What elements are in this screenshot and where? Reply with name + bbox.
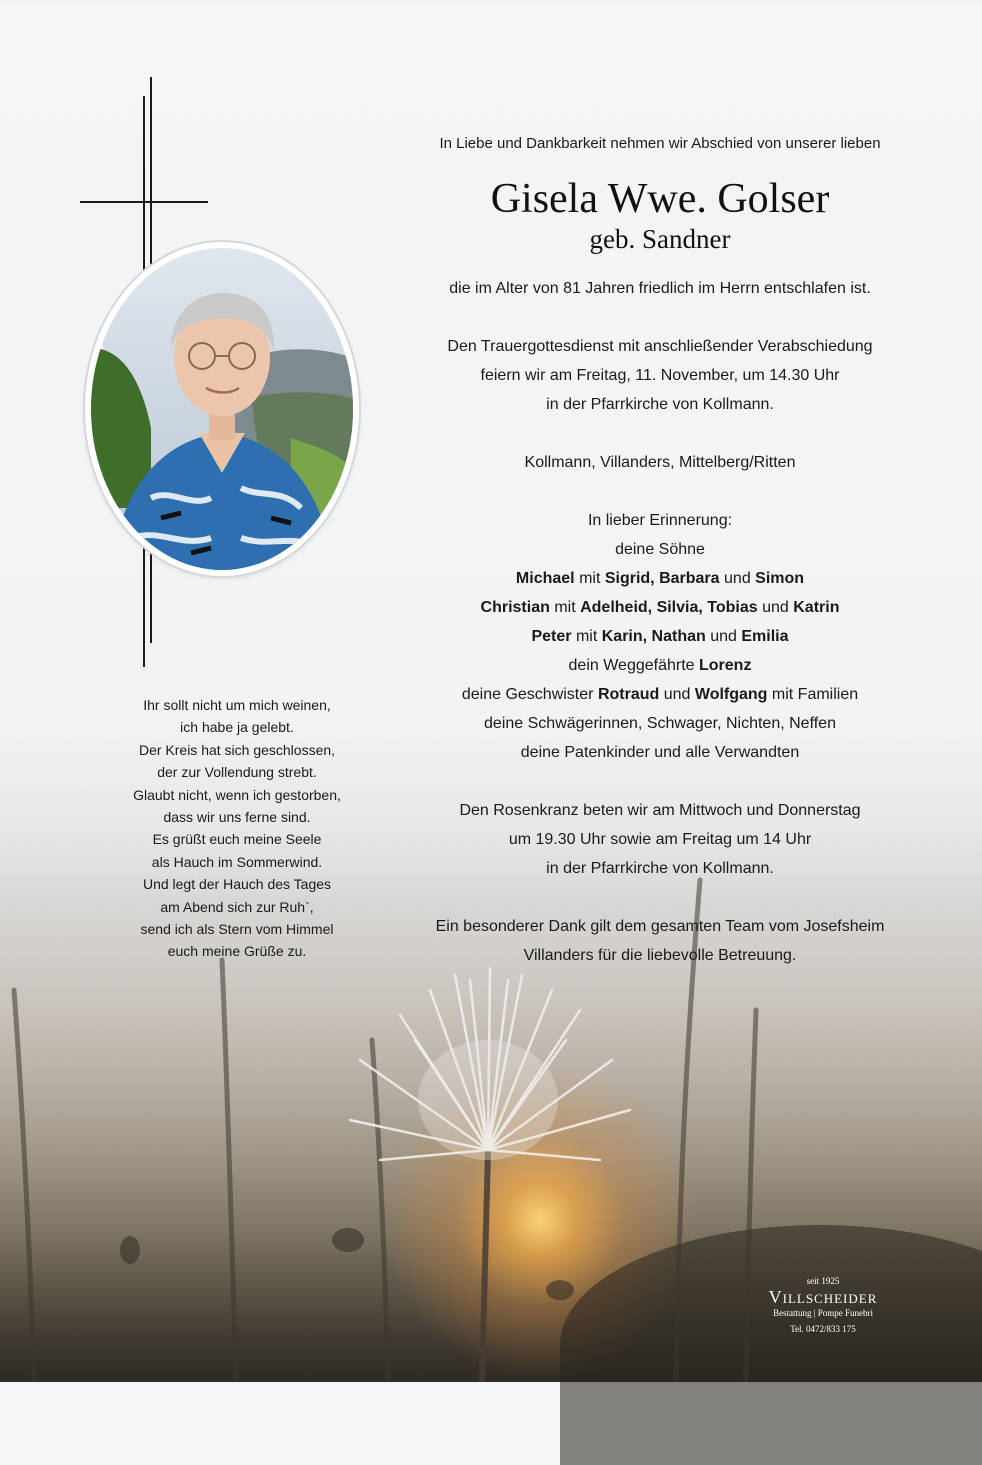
poem-line: Es grüßt euch meine Seele xyxy=(152,831,322,848)
obituary-text xyxy=(380,134,940,970)
poem-line: Glaubt nicht, wenn ich gestorben, xyxy=(133,786,341,803)
poem-line: der zur Vollendung strebt. xyxy=(157,764,317,781)
logo-name: Villscheider xyxy=(768,1287,878,1307)
family-line-michael: Michael mit Sigrid, Barbara und Simon xyxy=(515,570,805,587)
godchildren-line: deine Patenkinder und alle Verwandten xyxy=(520,744,800,761)
maiden-name: geb. Sandner xyxy=(589,224,731,254)
family-line-christian: Christian mit Adelheid, Silvia, Tobias und Katrin xyxy=(480,599,840,616)
thanks-line: Ein besonderer Dank gilt dem gesamten Team vom Josefsheim xyxy=(435,918,885,935)
siblings-line: deine Geschwister Rotraud und Wolfgang mit Familien xyxy=(461,686,859,703)
poem-line: Ihr sollt nicht um mich weinen, xyxy=(143,697,331,713)
poem-line: am Abend sich zur Ruh`, xyxy=(160,898,314,915)
mourners-heading: In lieber Erinnerung: xyxy=(587,512,733,529)
funeral-line: feiern wir am Freitag, 11. November, um 14.30 Uhr xyxy=(480,367,840,384)
funeral-home-logo xyxy=(748,1276,898,1336)
poem-line: send ich als Stern vom Himmel xyxy=(140,921,334,938)
rosary-line: um 19.30 Uhr sowie am Freitag um 14 Uhr xyxy=(508,831,812,848)
in-laws-line: deine Schwägerinnen, Schwager, Nichten, Neffen xyxy=(484,715,836,732)
funeral-line: in der Pfarrkirche von Kollmann. xyxy=(546,396,774,413)
logo-phone: Tel. 0472/833 175 xyxy=(790,1324,856,1334)
funeral-line: Den Trauergottesdienst mit anschließender Verabschiedung xyxy=(447,338,873,355)
family-line-peter: Peter mit Karin, Nathan und Emilia xyxy=(531,628,789,645)
intro-line: In Liebe und Dankbarkeit nehmen wir Abschied von unserer lieben xyxy=(439,135,881,152)
poem-line: ich habe ja gelebt. xyxy=(180,719,294,736)
companion-line: dein Weggefährte Lorenz xyxy=(568,657,752,674)
poem xyxy=(92,694,382,963)
cross-horizontal-line xyxy=(80,201,208,203)
sons-label: deine Söhne xyxy=(615,541,705,558)
portrait-frame xyxy=(85,242,359,576)
logo-since: seit 1925 xyxy=(806,1276,840,1286)
logo-subtitle: Bestattung | Pompe Funebri xyxy=(772,1308,874,1318)
deceased-name: Gisela Wwe. Golser xyxy=(490,176,830,222)
poem-line: Der Kreis hat sich geschlossen, xyxy=(138,741,336,758)
rosary-line: in der Pfarrkirche von Kollmann. xyxy=(546,860,774,877)
age-line: die im Alter von 81 Jahren friedlich im Herrn entschlafen ist. xyxy=(449,280,871,297)
poem-line: dass wir uns ferne sind. xyxy=(163,809,311,826)
poem-line: Und legt der Hauch des Tages xyxy=(142,876,332,893)
portrait-photo xyxy=(91,248,353,570)
thanks-line: Villanders für die liebevolle Betreuung. xyxy=(523,947,797,964)
poem-line: euch meine Grüße zu. xyxy=(167,943,307,960)
rosary-line: Den Rosenkranz beten wir am Mittwoch und Donnerstag xyxy=(459,802,861,819)
poem-line: als Hauch im Sommerwind. xyxy=(151,853,323,870)
places-line: Kollmann, Villanders, Mittelberg/Ritten xyxy=(524,454,796,471)
